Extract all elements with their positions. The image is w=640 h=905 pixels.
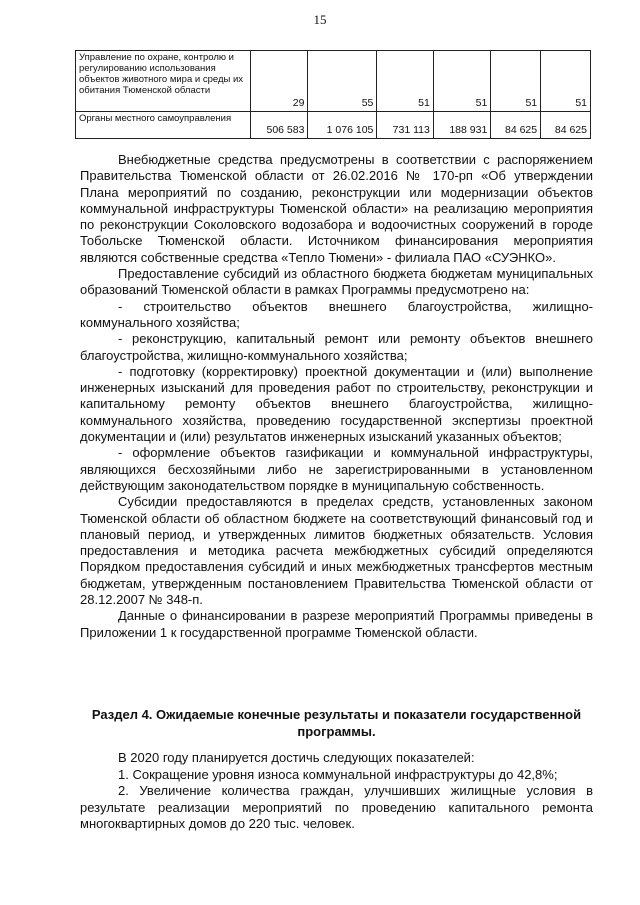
results-text xyxy=(80,750,593,833)
paragraph: Данные о финансировании в разрезе мероприятий Программы приведены в Приложении 1 к государственной программе Тюменской области. xyxy=(80,608,593,640)
list-item: - строительство объектов внешнего благоустройства, жилищно-коммунального хозяйства; xyxy=(80,298,593,330)
table-cell-value: 188 931 xyxy=(433,112,490,139)
list-item: - реконструкцию, капитальный ремонт или ремонту объектов внешнего благоустройства, жилищно-коммунального хозяйства; xyxy=(80,331,593,363)
table-cell-value: 51 xyxy=(541,51,591,112)
table-cell-value: 506 583 xyxy=(251,112,308,139)
table-cell-value: 51 xyxy=(377,51,433,112)
list-item: 2. Увеличение количества граждан, улучшивших жилищные условия в результате реализации мероприятий по проведению капитального ремонта многоквартирных домов до 220 тыс. человек. xyxy=(80,783,593,831)
section-heading: Раздел 4. Ожидаемые конечные результаты и показатели государственной программы. xyxy=(91,707,582,739)
table-row xyxy=(76,112,591,139)
list-item: - оформление объектов газификации и коммунальной инфраструктуры, являющихся бесхозяйными либо не зарегистрированными в установленном действующим законодательством порядке в муниципальную собственность. xyxy=(80,445,593,493)
table-cell-value: 29 xyxy=(251,51,308,112)
table-cell-value: 1 076 105 xyxy=(308,112,377,139)
table-cell-value: 51 xyxy=(433,51,490,112)
table-cell-name: Органы местного самоуправления xyxy=(76,112,251,139)
paragraph: Внебюджетные средства предусмотрены в соответствии с распоряжением Правительства Тюменской области от 26.02.2016 № 170-рп «Об утверждении Плана мероприятий по созданию, реконструкции или модернизации объектов коммунальной инфраструктуры Тюменской области» на реализацию мероприятия по реконструкции Соколовского водозабора и водоочистных сооружений в городе Тобольске Тюменской области. Источником финансирования мероприятия являются собственные средства «Тепло Тюмени» - филиала ПАО «СУЭНКО». xyxy=(80,152,593,265)
table-cell-name: Управление по охране, контролю и регулированию использования объектов животного мира и среды их обитания Тюменской области xyxy=(76,51,251,112)
table-row xyxy=(76,51,591,112)
list-item: - подготовку (корректировку) проектной документации и (или) выполнение инженерных изысканий для проведения работ по строительству, реконструкции и капитальному ремонту объектов внешнего благоустройства, жилищно-коммунального хозяйства, проведению государственной экспертизы проектной документации и (или) результатов инженерных изысканий указанных объектов; xyxy=(80,363,593,445)
paragraph: Предоставление субсидий из областного бюджета бюджетам муниципальных образований Тюменской области в рамках Программы предусмотрено на: xyxy=(80,266,593,298)
body-text xyxy=(80,152,593,641)
paragraph: В 2020 году планируется достичь следующих показателей: xyxy=(118,750,475,765)
table-cell-value: 731 113 xyxy=(377,112,433,139)
table-cell-value: 84 625 xyxy=(541,112,591,139)
page-number: 15 xyxy=(313,12,327,27)
table-cell-value: 84 625 xyxy=(491,112,541,139)
list-item: 1. Сокращение уровня износа коммунальной инфраструктуры до 42,8%; xyxy=(118,766,558,782)
table-cell-value: 55 xyxy=(308,51,377,112)
paragraph: Субсидии предоставляются в пределах средств, установленных законом Тюменской области об областном бюджете на соответствующий финансовый год и плановый период, и утвержденных лимитов бюджетных обязательств. Условия предоставления и методика расчета межбюджетных субсидий определяются Порядком предоставления субсидий и иных межбюджетных трансфертов местным бюджетам, утвержденным постановлением Правительства Тюменской области от 28.12.2007 № 348-п. xyxy=(80,494,593,608)
table-cell-value: 51 xyxy=(491,51,541,112)
financing-table xyxy=(75,50,591,139)
